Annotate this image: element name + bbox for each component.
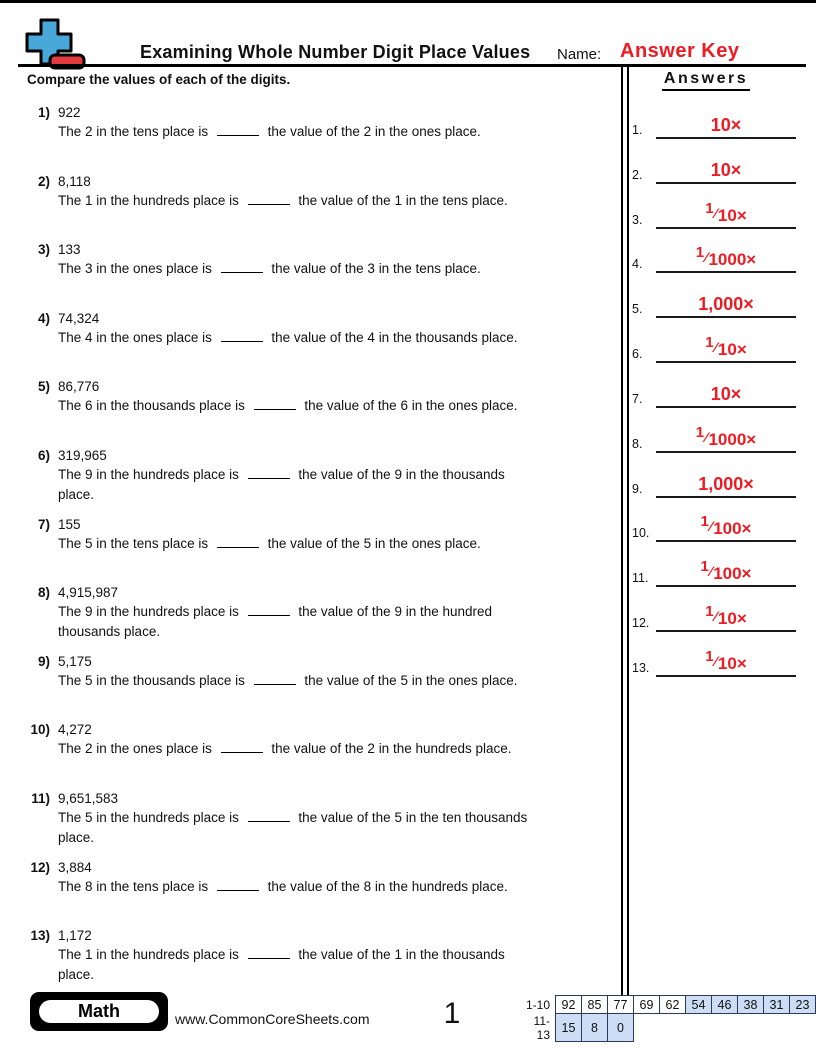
page-number: 1 [443,997,461,1030]
subject-badge [30,992,168,1031]
question-item [30,720,622,789]
page-title: Examining Whole Number Digit Place Values [140,42,531,62]
answer-row [622,587,816,632]
sentence-before: The 8 in the tens place is [58,878,212,894]
sentence-before: The 5 in the tens place is [58,535,212,551]
score-cell: 77 [608,996,634,1014]
sentence-before: The 2 in the ones place is [58,741,216,757]
fraction-denominator: 1000× [708,429,757,449]
sentence-after: the value of the 8 in the hundreds place. [263,878,508,894]
score-cell: 15 [556,1014,582,1042]
score-cell: 69 [634,996,660,1014]
fraction-denominator: 10× [717,653,747,673]
score-cell: 54 [686,996,712,1014]
question-value: 5,175 [58,653,92,669]
sentence-before: The 5 in the thousands place is [58,672,249,688]
question-value: 86,776 [58,379,100,395]
question-item [30,172,622,241]
answers-list [622,94,816,677]
question-number: 7) [37,516,50,532]
sentence-before: The 4 in the ones place is [58,329,216,345]
question-sentence [58,671,622,691]
score-cell: 46 [712,996,738,1014]
instruction-text: Compare the values of each of the digits. [27,72,291,87]
sentence-after: the value of the 5 in the ones place. [263,535,481,551]
sentence-before: The 9 in the hundreds place is [58,467,243,483]
answer-blank [248,191,290,205]
fraction-numerator: 1 [695,244,705,262]
answer-blank [221,328,263,342]
sentence-after: the value of the 1 in the tens place. [294,192,508,208]
sentence-before: The 3 in the ones place is [58,261,216,277]
score-table [522,995,816,1042]
answer-number: 12. [632,616,650,631]
question-item [30,446,622,515]
answer-number: 11. [632,571,649,586]
answer-row [622,139,816,184]
sentence-before: The 5 in the hundreds place is [58,810,243,826]
score-cell: 92 [556,996,582,1014]
question-value: 319,965 [58,448,107,464]
answer-blank [254,671,296,685]
answer-blank [254,396,296,410]
score-cell: 0 [608,1014,634,1042]
question-value: 4,272 [58,722,92,738]
score-cell: 8 [582,1014,608,1042]
fraction-numerator: 1 [700,513,709,531]
answer-number: 8. [632,436,643,451]
sentence-after: the value of the 1 in the thousands [294,947,505,963]
question-item [30,652,622,721]
sentence-before: The 2 in the tens place is [58,124,212,139]
answer-row [622,184,816,229]
question-value: 133 [58,242,81,258]
score-cell: 85 [582,996,608,1014]
question-sentence [58,534,622,554]
score-table-body [522,996,816,1042]
question-item [30,858,622,927]
fraction-denominator: 100× [713,564,752,584]
answer-value: 1,000× [698,473,754,494]
question-item [30,103,622,172]
sentence-before: The 1 in the hundreds place is [58,192,243,208]
subject-label: Math [37,998,161,1025]
answer-value [656,513,796,539]
question-value: 74,324 [58,310,100,326]
fraction-numerator: 1 [705,334,714,352]
fraction-denominator: 10× [717,205,747,225]
question-sentence [58,259,622,279]
question-item [30,240,622,309]
fraction-denominator: 100× [713,519,752,539]
question-number: 9) [37,653,50,669]
question-sentence-cont: thousands place. [58,623,161,639]
answer-number: 6. [632,347,643,362]
fraction-slash-icon: ⁄ [709,518,713,535]
sentence-after: the value of the 9 in the hundred [294,604,493,620]
fraction-denominator: 1000× [708,250,757,270]
fraction-slash-icon: ⁄ [714,204,717,221]
question-value: 3,884 [58,859,92,875]
question-item [30,515,622,584]
score-row-label: 1-10 [525,997,550,1012]
question-sentence [58,191,622,211]
fraction-numerator: 1 [700,558,709,576]
fraction-slash-icon: ⁄ [705,428,708,445]
score-cell: 62 [660,996,686,1014]
question-sentence [58,739,622,759]
question-sentence-cont: place. [58,829,95,845]
fraction-numerator: 1 [705,603,714,621]
question-item [30,583,622,652]
sentence-before: The 1 in the hundreds place is [58,947,243,963]
question-sentence [58,465,622,485]
question-value: 922 [58,105,81,120]
answer-row [622,542,816,587]
answer-blank [221,259,263,273]
answer-row [622,363,816,408]
question-value: 155 [58,516,81,532]
question-item [30,309,622,378]
answer-blank [217,534,259,548]
name-label: Name: [557,46,602,63]
score-cell: 38 [738,996,764,1014]
answer-value: 1,000× [698,294,754,315]
answer-row [622,408,816,453]
sentence-after: the value of the 5 in the ten thousands [294,810,528,826]
sentence-after: the value of the 4 in the thousands place. [267,329,518,345]
question-value: 8,118 [58,173,91,189]
answer-value: 10× [710,159,742,180]
question-item [30,789,622,858]
question-sentence [58,396,622,416]
answer-line [656,675,796,677]
question-sentence [58,122,622,142]
answer-blank [221,739,263,753]
answer-value [656,334,796,360]
question-sentence [58,808,622,828]
answer-row [622,318,816,363]
question-number: 1) [37,105,50,120]
fraction-slash-icon: ⁄ [705,249,708,266]
answer-value [656,647,796,674]
answer-blank [248,945,290,959]
answer-value [656,558,796,584]
fraction-numerator: 1 [705,647,714,665]
website-text: www.CommonCoreSheets.com [175,1011,370,1027]
question-sentence [58,602,622,622]
question-value: 9,651,583 [58,791,119,807]
answer-value [656,244,796,270]
answer-number: 13. [632,660,650,675]
questions-list [30,103,622,995]
answer-value [656,423,796,450]
score-cell: 31 [764,996,790,1014]
sentence-after: the value of the 6 in the ones place. [300,398,518,414]
answer-value: 10× [710,383,742,404]
answer-row [622,94,816,139]
question-sentence-cont: place. [58,966,95,982]
sentence-after: the value of the 9 in the thousands [294,467,505,483]
fraction-slash-icon: ⁄ [714,652,717,669]
answers-header-box [648,70,764,91]
question-sentence-cont: place. [58,486,95,502]
answer-blank [248,808,290,822]
answer-number: 2. [632,167,643,182]
question-value: 4,915,987 [58,585,119,601]
question-number: 4) [37,310,50,326]
question-number: 8) [37,585,50,601]
question-value: 1,172 [58,928,92,944]
sentence-after: the value of the 3 in the tens place. [267,261,481,277]
question-number: 5) [37,379,50,395]
score-row [522,996,816,1014]
sentence-after: the value of the 2 in the hundreds place. [267,741,512,757]
answer-number: 5. [632,302,643,317]
fraction-denominator: 10× [717,340,747,360]
answer-number: 7. [632,391,643,406]
answer-number: 1. [632,122,643,137]
sentence-after: the value of the 5 in the ones place. [300,672,518,688]
header-rule [18,64,806,67]
question-item [30,926,622,995]
answer-blank [217,877,259,891]
fraction-slash-icon: ⁄ [714,339,717,356]
answer-blank [217,122,259,136]
fraction-denominator: 10× [717,609,747,629]
answer-number: 9. [632,481,643,496]
answer-row [622,229,816,274]
question-number: 13) [30,928,50,944]
question-sentence [58,328,622,348]
sentence-before: The 9 in the hundreds place is [58,604,243,620]
score-cell: 23 [790,996,816,1014]
fraction-slash-icon: ⁄ [714,608,717,625]
answer-key-text: Answer Key [620,40,740,62]
question-number: 12) [30,859,50,875]
sentence-before: The 6 in the thousands place is [58,398,249,414]
answer-row [622,498,816,543]
answer-number: 3. [632,212,643,227]
question-number: 10) [30,722,50,738]
question-item [30,377,622,446]
score-row-label: 11-13 [533,1013,550,1042]
question-number: 2) [37,173,50,189]
answer-value [656,603,796,629]
answer-value: 10× [710,114,742,135]
answers-header: Answers [662,70,750,91]
sentence-after: the value of the 2 in the ones place. [263,124,481,139]
question-sentence [58,945,622,965]
fraction-slash-icon: ⁄ [709,563,713,580]
answer-value [656,199,796,226]
answer-row [622,632,816,677]
answer-blank [248,602,290,616]
question-sentence [58,877,622,897]
answer-row [622,273,816,318]
question-number: 6) [37,448,50,464]
answer-number: 4. [632,257,643,272]
answer-number: 10. [632,526,650,541]
answer-row [622,453,816,498]
fraction-numerator: 1 [695,423,705,441]
answer-blank [248,465,290,479]
question-number: 3) [37,242,50,258]
top-border-line [0,0,816,3]
fraction-numerator: 1 [705,199,714,217]
question-number: 11) [31,791,50,807]
score-row [522,1014,816,1042]
